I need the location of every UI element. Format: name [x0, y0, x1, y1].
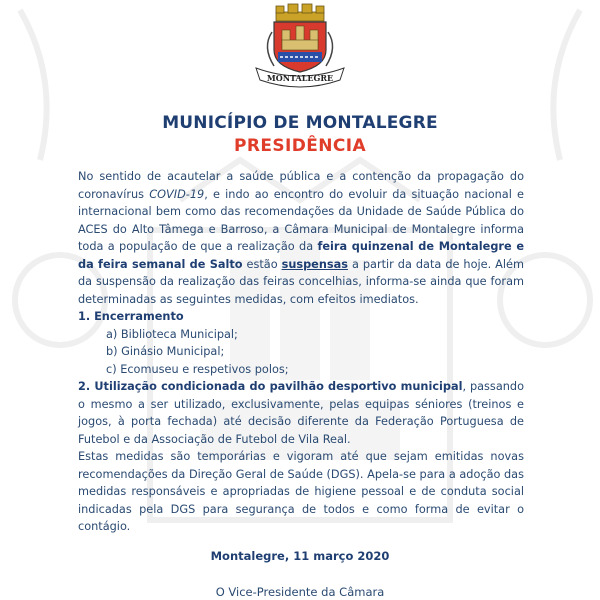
- crest-banner-text: MONTALEGRE: [266, 73, 334, 83]
- section2-paragraph: [78, 378, 524, 448]
- intro-text-b: , e indo ao encontro do evoluir da situação nacional e internacional bem como das recomendações da Unidade de Saúde Pública do ACES do Alto Tâmega e Barroso, a Câmara Municipal de Montalegre informa toda a população de que a realização da: [78, 187, 524, 253]
- closing-paragraph: Estas medidas são temporárias e vigoram até que sejam emitidas novas recomendações da Direção Geral de Saúde (DGS). Apela-se para a adoção das medidas responsáveis e apropriadas de higiene pessoal e de conduta social indicadas pela DGS para segurança de todos e como forma de evitar o contágio.: [78, 450, 524, 533]
- signer-title: O Vice-Presidente da Câmara: [215, 585, 385, 599]
- announcement-body: [78, 168, 524, 536]
- page-subtitle: PRESIDÊNCIA: [233, 136, 367, 156]
- covid-italic: COVID-19: [149, 187, 205, 201]
- coat-of-arms-logo: [234, 2, 366, 88]
- list-item: c) Ecomuseu e respetivos polos;: [106, 362, 289, 376]
- document-date: Montalegre, 11 março 2020: [210, 549, 390, 563]
- fairs-bold: feira quinzenal de Montalegre e da feira semanal de Salto: [78, 240, 524, 271]
- section2-title: 2. Utilização condicionada do pavilhão desportivo municipal: [78, 380, 463, 393]
- intro-text-a: No sentido de acautelar a saúde pública e a contenção da propagação do coronavírus: [78, 170, 524, 201]
- list-item: a) Biblioteca Municipal;: [106, 327, 238, 341]
- section1-title: 1. Encerramento: [78, 310, 184, 323]
- section2-text: , passando o mesmo a ser utilizado, exclusivamente, pelas equipas séniores (treinos e jogos, à porta fechada) até decisão diferente da Federação Portuguesa de Futebol e da Associação de Futebol de Vila Real.: [78, 380, 524, 446]
- intro-paragraph: [78, 168, 524, 308]
- intro-text-d: a partir da data de hoje. Além da suspensão da realização das feiras concelhias, informa-se ainda que foram determinadas as seguintes medidas, com efeitos imediatos.: [78, 257, 524, 306]
- intro-text-c: estão: [242, 257, 282, 271]
- page-title: MUNICÍPIO DE MONTALEGRE: [162, 113, 438, 133]
- list-item: b) Ginásio Municipal;: [106, 345, 225, 358]
- header: [0, 112, 600, 158]
- suspended-underline: suspensas: [281, 257, 348, 271]
